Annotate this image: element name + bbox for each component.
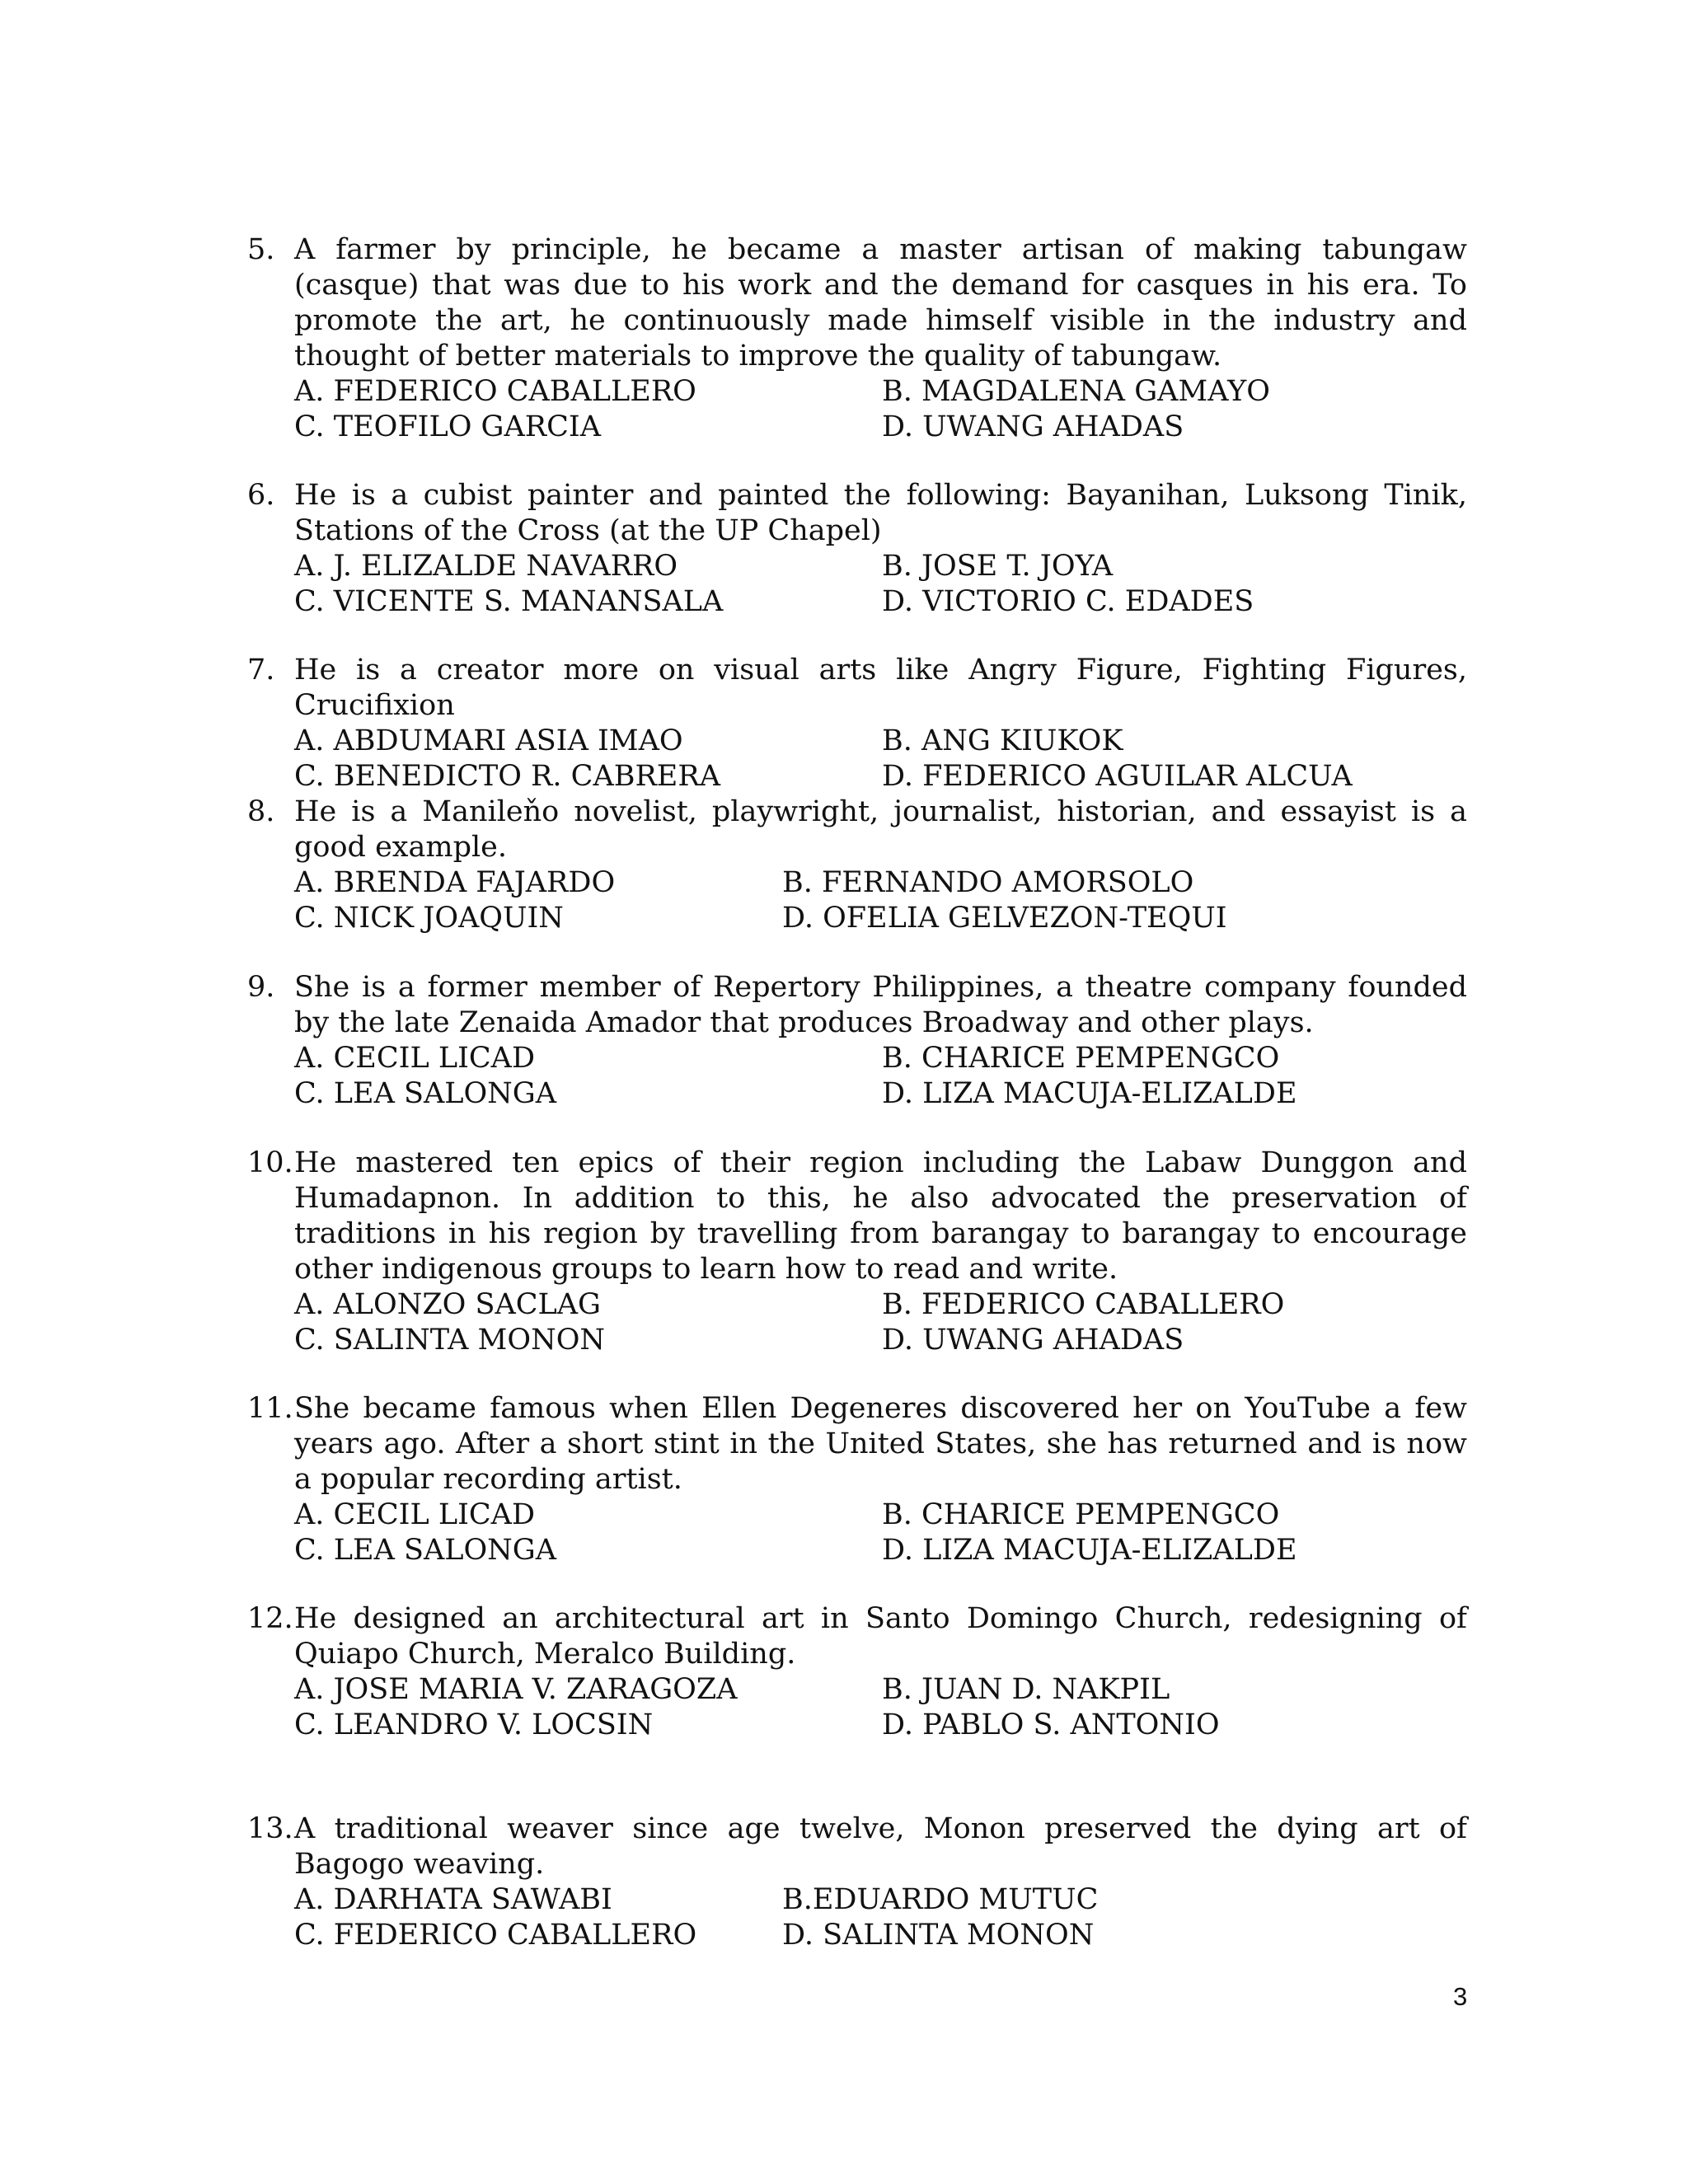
- question-stem: [247, 1811, 1467, 1882]
- choice-d: D. SALINTA MONON: [782, 1919, 1095, 1952]
- choice-d: D. UWANG AHADAS: [882, 1324, 1184, 1357]
- question-number: 9.: [247, 971, 275, 1004]
- question-number: 10.: [247, 1146, 293, 1179]
- choice-a: A. J. ELIZALDE NAVARRO: [294, 550, 678, 583]
- choice-c: C. TEOFILO GARCIA: [294, 410, 602, 443]
- choice-b: B. CHARICE PEMPENGCO: [882, 1042, 1280, 1075]
- choice-a: A. CECIL LICAD: [294, 1498, 536, 1531]
- answer-choices: [294, 1882, 1467, 1953]
- answer-choices: [294, 374, 1467, 445]
- question-stem: [247, 478, 1467, 549]
- question-text: She is a former member of Repertory Philippines, a theatre company founded by the late Zenaida Amador that produces Broadway and other plays.: [294, 971, 1467, 1039]
- choice-c: C. LEANDRO V. LOCSIN: [294, 1708, 654, 1741]
- choice-d: D. FEDERICO AGUILAR ALCUA: [882, 760, 1353, 793]
- question-stem: [247, 232, 1467, 374]
- question-text: He mastered ten epics of their region including the Labaw Dunggon and Humadapnon. In addition to this, he also advocated the preservation of traditions in his region by travelling from barangay to barangay to encourage other indigenous groups to learn how to read and write.: [294, 1146, 1467, 1286]
- choice-d: D. OFELIA GELVEZON-TEQUI: [782, 902, 1227, 935]
- choice-c: C. VICENTE S. MANANSALA: [294, 585, 724, 618]
- choice-b: B.EDUARDO MUTUC: [782, 1883, 1099, 1916]
- choice-c: C. LEA SALONGA: [294, 1534, 557, 1567]
- question-stem: [247, 970, 1467, 1041]
- choice-d: D. VICTORIO C. EDADES: [882, 585, 1254, 618]
- choice-a: A. JOSE MARIA V. ZARAGOZA: [294, 1673, 738, 1706]
- answer-choices: [294, 865, 1467, 936]
- choice-b: B. JOSE T. JOYA: [882, 550, 1114, 583]
- question-stem: [247, 1391, 1467, 1497]
- question-number: 12.: [247, 1602, 293, 1635]
- choice-c: C. FEDERICO CABALLERO: [294, 1919, 697, 1952]
- question-text: He designed an architectural art in Santo Domingo Church, redesigning of Quiapo Church, Meralco Building.: [294, 1602, 1467, 1671]
- choice-c: C. SALINTA MONON: [294, 1324, 606, 1357]
- question-5: [247, 232, 1467, 445]
- page-number: 3: [1453, 1982, 1468, 2011]
- question-text: He is a creator more on visual arts like Angry Figure, Fighting Figures, Crucifixion: [294, 654, 1467, 722]
- choice-b: B. ANG KIUKOK: [882, 724, 1123, 757]
- choice-d: D. UWANG AHADAS: [882, 410, 1184, 443]
- answer-choices: [294, 1041, 1467, 1112]
- question-stem: [247, 1146, 1467, 1287]
- answer-choices: [294, 1497, 1467, 1568]
- question-12: [247, 1601, 1467, 1743]
- question-text: She became famous when Ellen Degeneres discovered her on YouTube a few years ago. After a short stint in the United States, she has returned and is now a popular recording artist.: [294, 1392, 1467, 1496]
- choice-c: C. NICK JOAQUIN: [294, 902, 564, 935]
- choice-a: A. ABDUMARI ASIA IMAO: [294, 724, 683, 757]
- question-number: 7.: [247, 654, 275, 687]
- question-text: A traditional weaver since age twelve, Monon preserved the dying art of Bagogo weaving.: [294, 1812, 1467, 1881]
- choice-d: D. LIZA MACUJA-ELIZALDE: [882, 1077, 1297, 1110]
- choice-d: D. LIZA MACUJA-ELIZALDE: [882, 1534, 1297, 1567]
- choice-a: A. ALONZO SACLAG: [294, 1288, 602, 1321]
- question-number: 6.: [247, 479, 275, 512]
- choice-d: D. PABLO S. ANTONIO: [882, 1708, 1220, 1741]
- question-number: 13.: [247, 1812, 293, 1845]
- choice-b: B. MAGDALENA GAMAYO: [882, 375, 1270, 408]
- question-number: 8.: [247, 795, 275, 828]
- question-text: A farmer by principle, he became a master artisan of making tabungaw (casque) that was due to his work and the demand for casques in his era. To promote the art, he continuously made himself visible in the industry and thought of better materials to improve the quality of tabungaw.: [294, 233, 1467, 373]
- question-6: [247, 478, 1467, 620]
- question-13: [247, 1811, 1467, 1953]
- answer-choices: [294, 724, 1467, 794]
- question-10: [247, 1146, 1467, 1358]
- question-9: [247, 970, 1467, 1112]
- answer-choices: [294, 549, 1467, 620]
- choice-b: B. FERNANDO AMORSOLO: [782, 866, 1194, 899]
- question-7: [247, 653, 1467, 794]
- choice-c: C. LEA SALONGA: [294, 1077, 557, 1110]
- choice-a: A. FEDERICO CABALLERO: [294, 375, 696, 408]
- choice-c: C. BENEDICTO R. CABRERA: [294, 760, 720, 793]
- question-stem: [247, 653, 1467, 724]
- answer-choices: [294, 1287, 1467, 1358]
- question-stem: [247, 1601, 1467, 1672]
- choice-a: A. CECIL LICAD: [294, 1042, 536, 1075]
- choice-a: A. BRENDA FAJARDO: [294, 866, 616, 899]
- question-11: [247, 1391, 1467, 1568]
- question-number: 5.: [247, 233, 275, 266]
- question-text: He is a Manileňo novelist, playwright, journalist, historian, and essayist is a good example.: [294, 795, 1467, 864]
- choice-b: B. FEDERICO CABALLERO: [882, 1288, 1285, 1321]
- choice-b: B. JUAN D. NAKPIL: [882, 1673, 1170, 1706]
- choice-a: A. DARHATA SAWABI: [294, 1883, 612, 1916]
- question-number: 11.: [247, 1392, 293, 1425]
- question-text: He is a cubist painter and painted the following: Bayanihan, Luksong Tinik, Stations of the Cross (at the UP Chapel): [294, 479, 1467, 547]
- question-8: [247, 794, 1467, 936]
- answer-choices: [294, 1672, 1467, 1743]
- question-stem: [247, 794, 1467, 865]
- choice-b: B. CHARICE PEMPENGCO: [882, 1498, 1280, 1531]
